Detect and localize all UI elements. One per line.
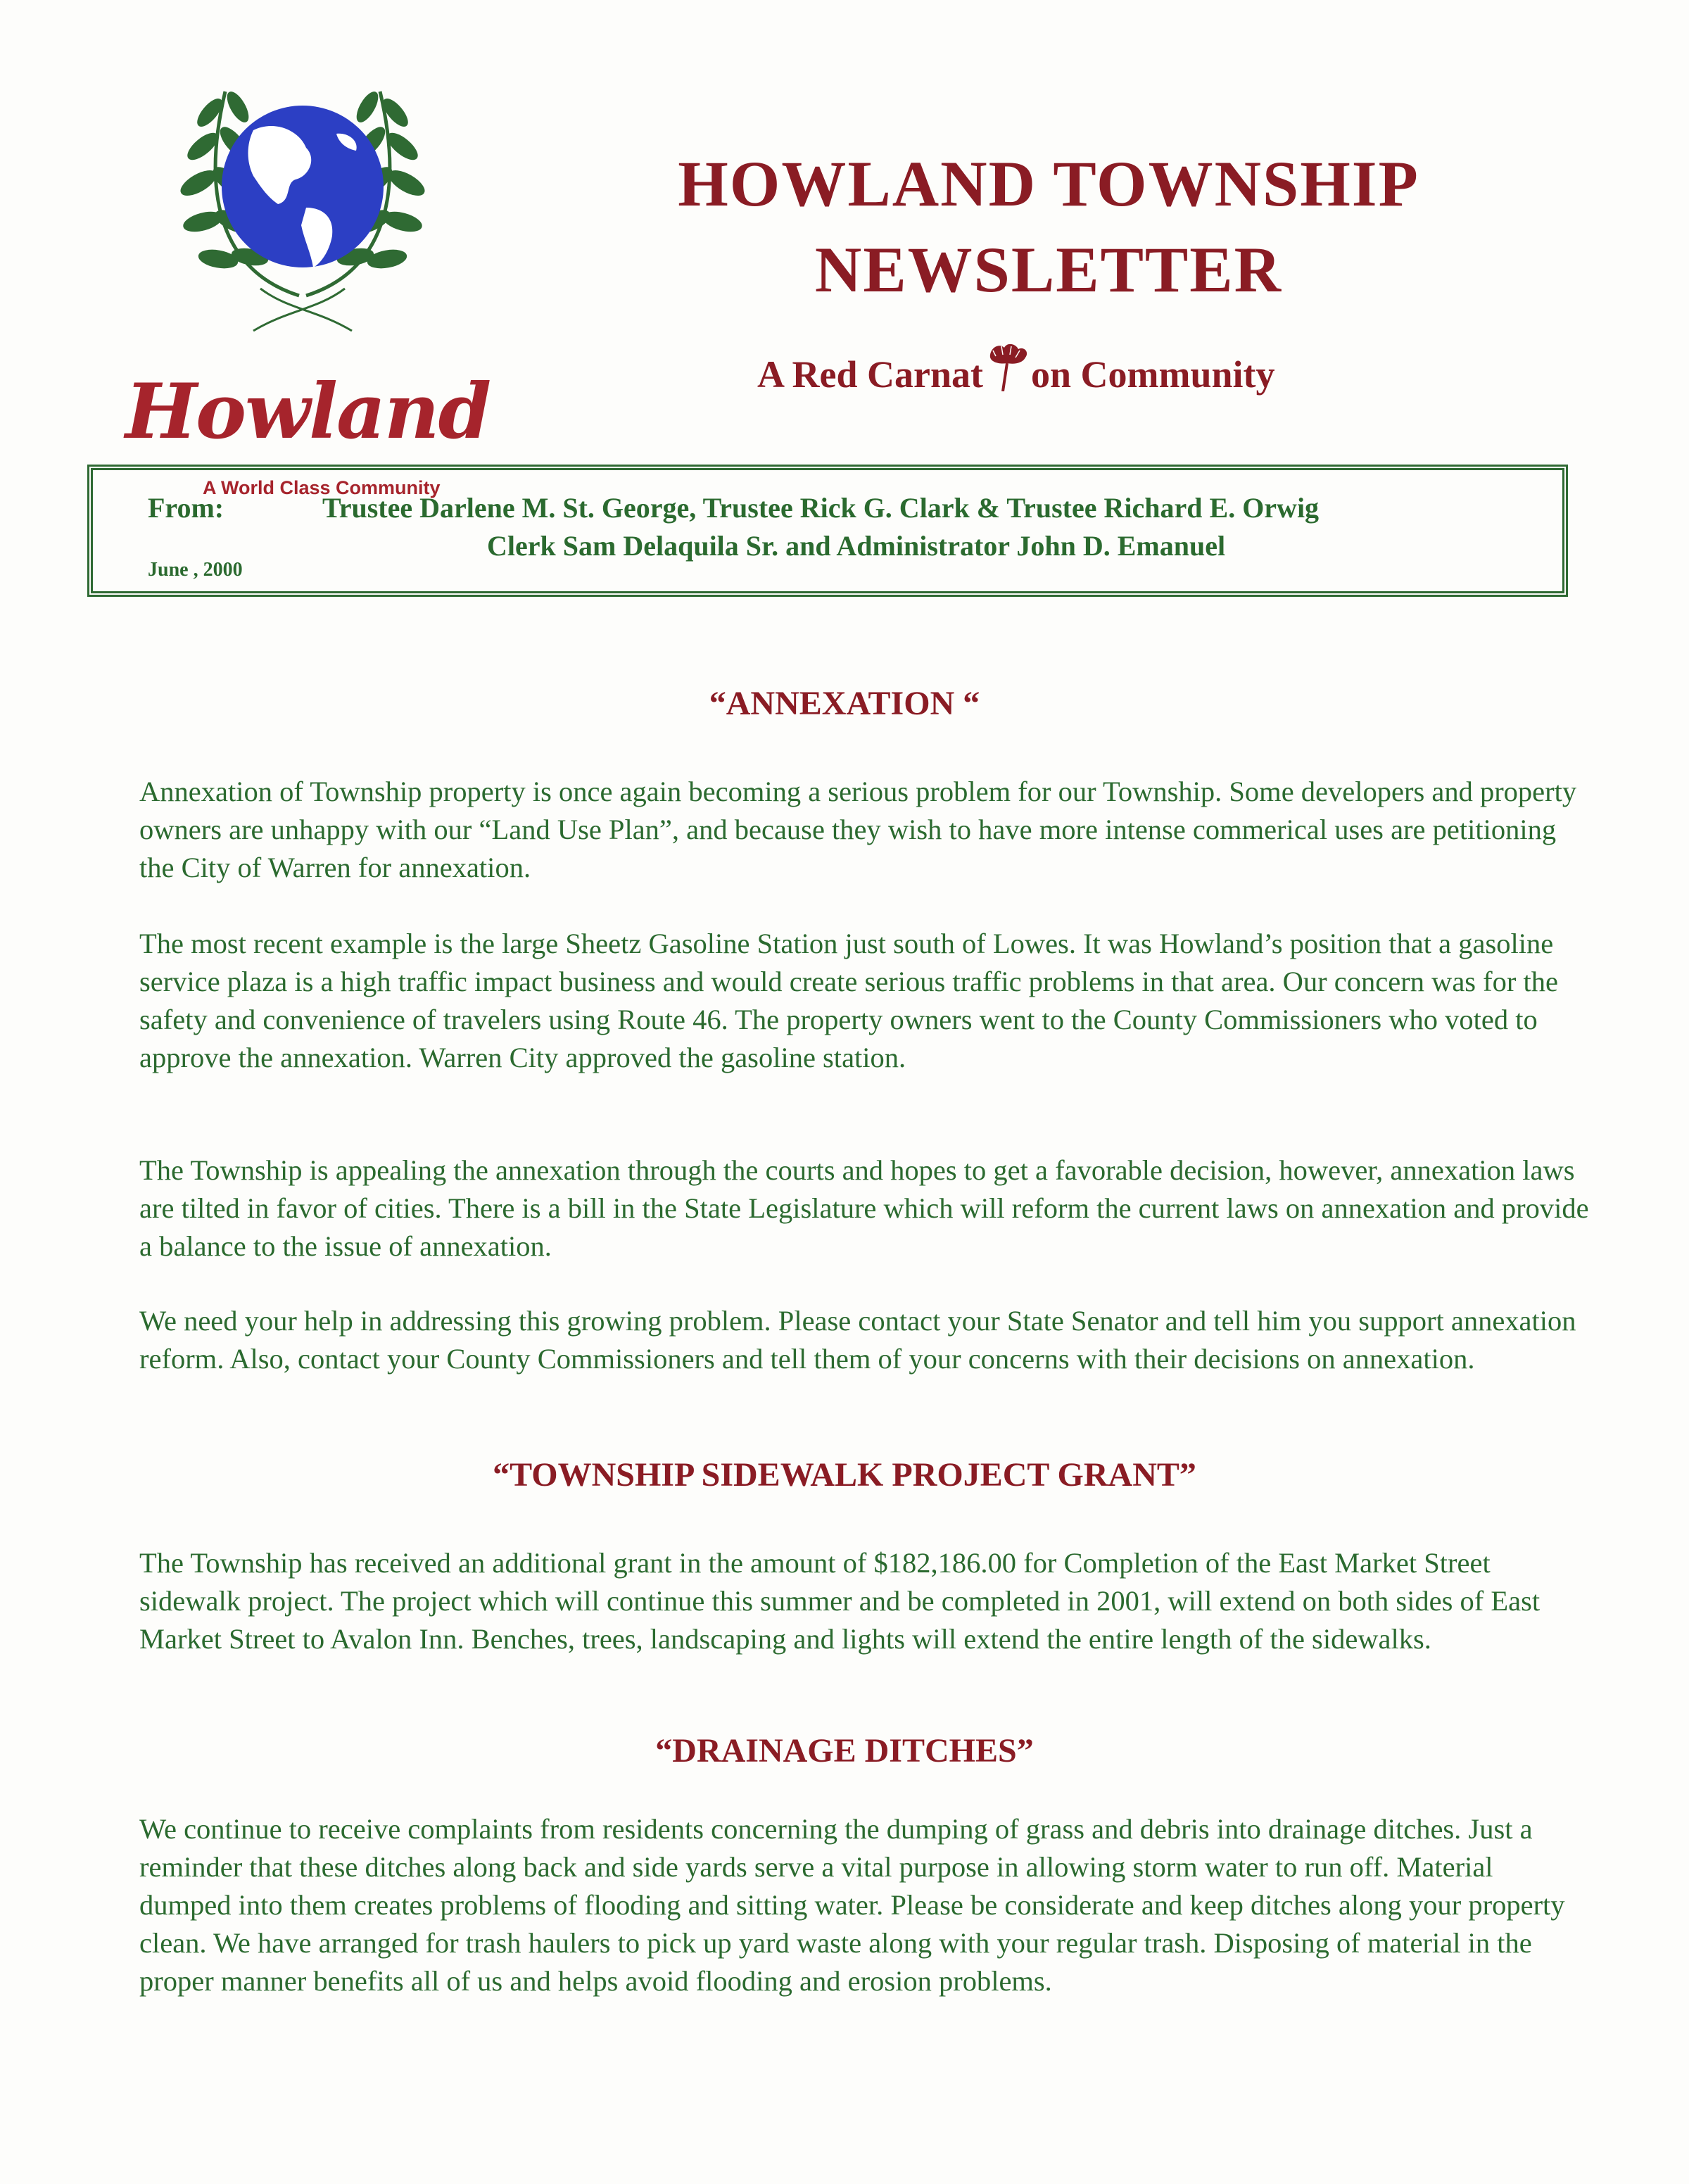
from-box (87, 465, 1568, 597)
slogan (757, 342, 1275, 396)
issue-date: June , 2000 (148, 559, 243, 581)
slogan-before: A Red Carnat (757, 353, 983, 396)
newsletter-title (521, 141, 1576, 313)
annexation-paragraph-4: We need your help in addressing this growing problem. Please contact your State Senator and tell him you support annexation reform. Also, contact your County Commissioners and tell them of your concerns with their decisions on annexation. (139, 1305, 1576, 1375)
carnation-icon (983, 342, 1031, 391)
sidewalk-paragraph: The Township has received an additional grant in the amount of $182,186.00 for Completion of the East Market Street sidewalk project. The project which will continue this summer and be completed in 2001, will extend on both sides of East Market Street to Avalon Inn. Benches, trees, landscaping and lights will extend the entire length of the sidewalks. (139, 1547, 1541, 1655)
title-line-1: HOWLAND TOWNSHIP (678, 148, 1419, 220)
heading-drainage-ditches: “DRAINAGE DITCHES” (655, 1732, 1034, 1769)
drainage-paragraph: We continue to receive complaints from residents concerning the dumping of grass and debris into drainage ditches. Just a reminder that these ditches along back and side yards serve a vital purpose in allowing storm water to run off. Material dumped into them creates problems of flooding and sitting water. Please be considerate and keep ditches along your property clean. We have arranged for trash haulers to pick up yard waste along with your regular trash. Disposing of material in the proper manner benefits all of us and helps avoid flooding and erosion problems. (139, 1813, 1565, 1997)
from-trustees: Trustee Darlene M. St. George, Trustee Rick G. Clark & Trustee Richard E. Orwig (322, 492, 1320, 524)
globe-wreath-icon (148, 63, 457, 359)
from-label: From: (148, 492, 224, 524)
annexation-paragraph-1: Annexation of Township property is once again becoming a serious problem for our Township. Some developers and property owners are unhappy with our “Land Use Plan”, and because they wish to have more intense commerical uses are petitioning the City of Warren for annexation. (139, 776, 1577, 883)
title-line-2: NEWSLETTER (814, 234, 1283, 305)
logo-tagline: A World Class Community (203, 477, 441, 498)
annexation-paragraph-2: The most recent example is the large Sheetz Gasoline Station just south of Lowes. It was Howland’s position that a gasoline service plaza is a high traffic impact business and would create serious traffic problems in that area. Our concern was for the safety and convenience of travelers using Route 46. The property owners went to the County Commissioners who voted to approve the annexation. Warren City approved the gasoline station. (139, 928, 1559, 1073)
howland-logo (106, 63, 500, 498)
logo-wordmark: Howland (125, 367, 491, 456)
slogan-after: on Community (1031, 353, 1275, 396)
annexation-paragraph-3: The Township is appealing the annexation through the courts and hopes to get a favorable decision, however, annexation laws are tilted in favor of cities. There is a bill in the State Legislature which will reform the current laws on annexation and provide a balance to the issue of annexation. (139, 1154, 1589, 1262)
from-clerk-administrator: Clerk Sam Delaquila Sr. and Administrator John D. Emanuel (487, 530, 1226, 562)
heading-annexation: “ANNEXATION “ (709, 685, 980, 722)
heading-sidewalk-grant: “TOWNSHIP SIDEWALK PROJECT GRANT” (493, 1456, 1196, 1494)
